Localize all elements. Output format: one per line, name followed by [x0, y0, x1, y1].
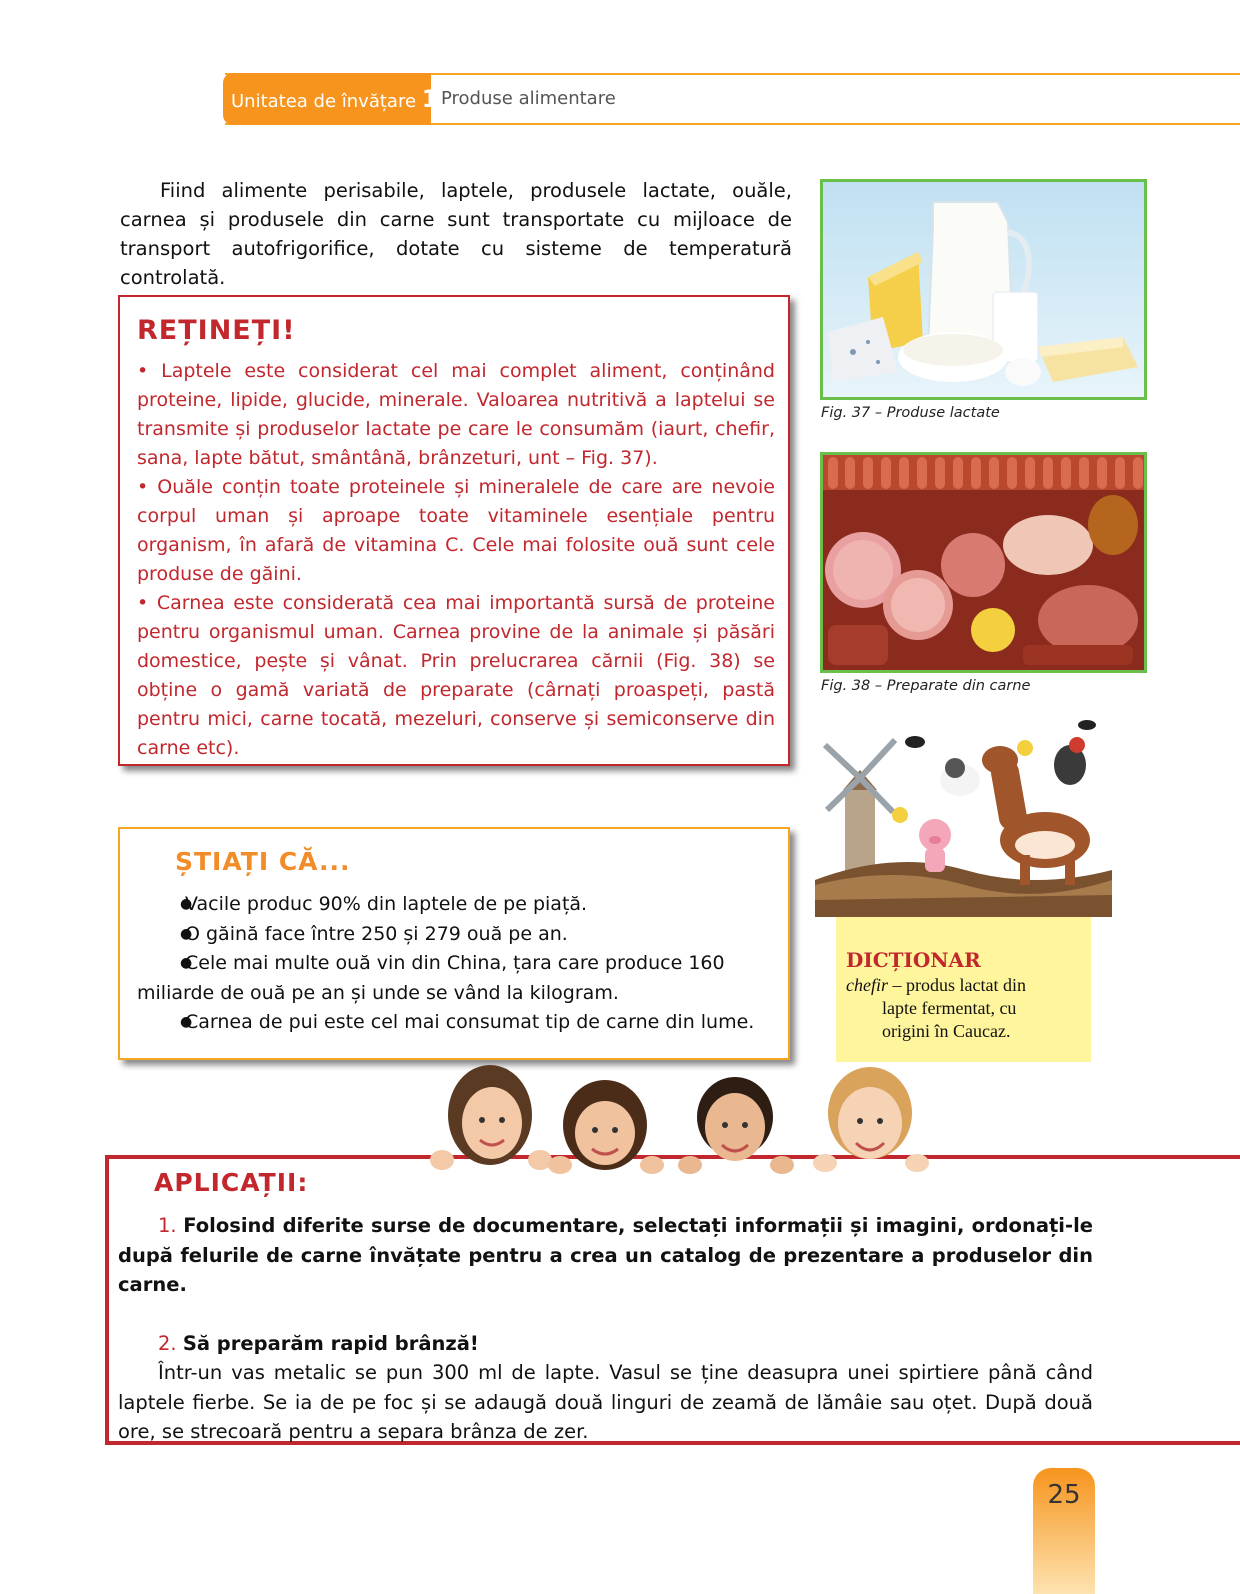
fig38-caption: Fig. 38 – Preparate din carne — [821, 678, 1031, 694]
item-1-text: Folosind diferite surse de documentare, selectați informații și imagini, ordonați-le după felurile de carne învățate pentru a crea un catalog de prezentare a produselor din carne. — [118, 1214, 1093, 1296]
dictionary-term: chefir — [846, 975, 888, 995]
item-number: 2. — [158, 1331, 177, 1355]
aplicatii-title: APLICAȚII: — [154, 1168, 309, 1197]
aplicatii-item-1 — [118, 1211, 1093, 1300]
retineti-text — [137, 357, 775, 763]
retineti-paragraph-milk: • Laptele este considerat cel mai complet aliment, conținând proteine, lipide, glucide, minerale. Valoarea nutritivă a laptelui se transmite și produselor lactate pe care le consumăm (iaurt, chefir, sana, lapte bătut, smântână, brânzeturi, unt – Fig. 37). — [137, 360, 775, 469]
item-number: 1. — [158, 1214, 177, 1237]
definition-line-3: origini în Caucaz. — [882, 1021, 1011, 1041]
retineti-paragraph-eggs: • Ouăle conțin toate proteinele și mineralele de care are nevoie corpul uman și aproape toate vitaminele esențiale pentru organism, în afară de vitamina C. Cele mai folosite ouă sunt cele produse de găini. — [137, 476, 775, 585]
farm-animals-illustration — [815, 720, 1112, 917]
unit-number: 1 — [421, 85, 439, 113]
children-illustration — [430, 1065, 940, 1175]
definition-line-1: – produs lactat din — [888, 975, 1026, 995]
page-number: 25 — [1047, 1480, 1081, 1510]
item-2-title: Să preparăm rapid brânză! — [182, 1331, 479, 1355]
chapter-title: Produse alimentare — [441, 88, 616, 109]
dictionary-definition — [846, 974, 1086, 1043]
stiati-list — [137, 890, 777, 1038]
retineti-title: REȚINEȚI! — [137, 315, 296, 346]
unit-tab — [223, 73, 439, 125]
fig37-caption: Fig. 37 – Produse lactate — [821, 405, 1000, 421]
dairy-products-image — [820, 179, 1147, 400]
list-item: ● Carnea de pui este cel mai consumat tip de carne din lume. — [137, 1008, 777, 1038]
item-2-text: Într-un vas metalic se pun 300 ml de lapte. Vasul se ține deasupra unei spirtiere până când laptele fierbe. Se ia de pe foc și se adaugă două linguri de zeamă de lămâie sau oțet. După două ore, se strecoară pentru a separa brânza de zer. — [118, 1361, 1093, 1443]
list-item: ● Cele mai multe ouă vin din China, țara care produce 160 miliarde de ouă pe an și unde se vând la kilogram. — [137, 949, 777, 1008]
meat-products-image — [820, 452, 1147, 673]
retineti-paragraph-meat: • Carnea este considerată cea mai importantă sursă de proteine pentru organismul uman. Carnea provine de la animale și păsări domestice, pește și vânat. Prin prelucrarea cărnii (Fig. 38) se obține o gamă variată de preparate (cârnați proaspeți, pastă pentru mici, carne tocată, mezeluri, conserve și semiconserve din carne etc). — [137, 592, 775, 759]
unit-label: Unitatea de învățare — [231, 91, 417, 112]
dictionary-title: DICȚIONAR — [846, 948, 981, 972]
intro-paragraph: Fiind alimente perisabile, laptele, produsele lactate, ouăle, carnea și produsele din carne sunt transportate cu mijloace de transport autofrigorifice, dotate cu sisteme de temperatură controlată. — [120, 179, 792, 289]
list-item: ● Vacile produc 90% din laptele de pe piață. — [137, 890, 777, 920]
aplicatii-text — [118, 1211, 1093, 1447]
list-item: ● O găină face între 250 și 279 ouă pe an. — [137, 920, 777, 950]
definition-line-2: lapte fermentat, cu — [882, 998, 1017, 1018]
aplicatii-item-2-heading — [118, 1329, 1093, 1359]
stiati-title: ȘTIAȚI CĂ... — [175, 847, 351, 876]
